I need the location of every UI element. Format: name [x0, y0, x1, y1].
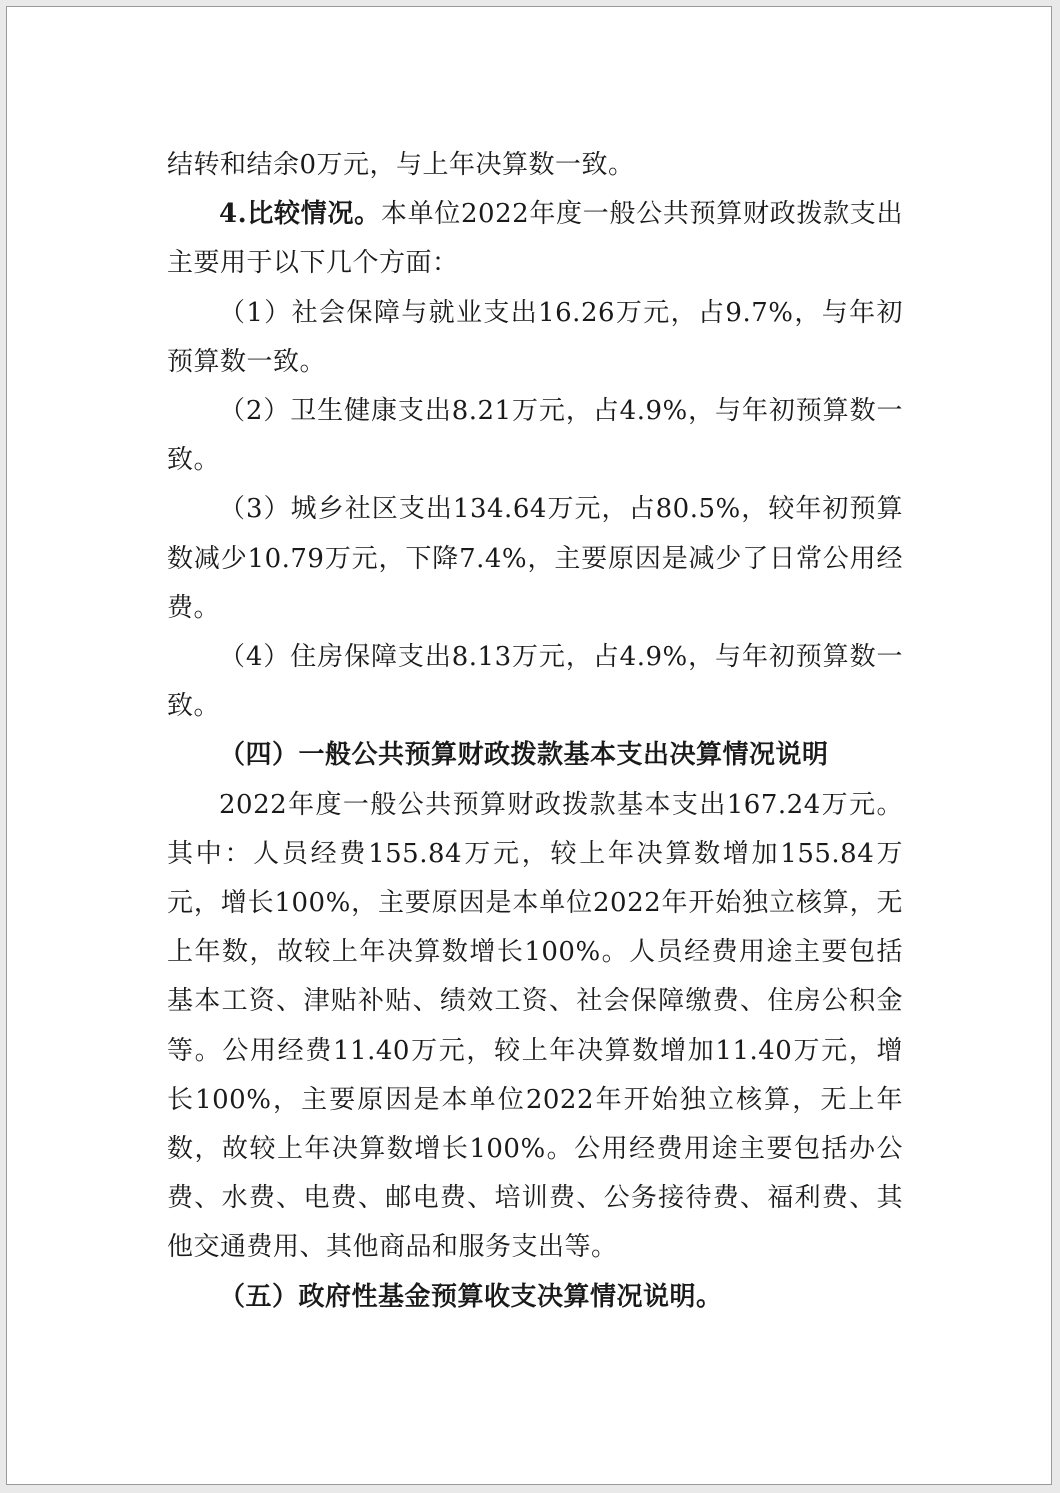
paragraph-item-4: （4）住房保障支出8.13万元，占4.9%，与年初预算数一致。 — [167, 642, 903, 722]
paragraph-item-1: （1）社会保障与就业支出16.26万元，占9.7%，与年初预算数一致。 — [167, 297, 903, 377]
paragraph-item-3: （3）城乡社区支出134.64万元，占80.5%，较年初预算数减少10.79万元，下降7.4%，主要原因是减少了日常公用经费。 — [167, 494, 903, 623]
comparison-heading: 4.比较情况。 — [219, 199, 381, 230]
section-heading-4: （四）一般公共预算财政拨款基本支出决算情况说明 — [219, 740, 829, 771]
paragraph-carryover: 结转和结余0万元，与上年决算数一致。 — [167, 150, 635, 180]
paragraph-basic-expenditure: 2022年度一般公共预算财政拨款基本支出167.24万元。其中：人员经费155.84万元，较上年决算数增加155.84万元，增长100%，主要原因是本单位2022年开始独立核算，无上年数，故较上年决算数增长100%。人员经费用途主要包括基本工资、津贴补贴、绩效工资、社会保障缴费、住房公积金等。公用经费11.40万元，较上年决算数增加11.40万元，增长100%，主要原因是本单位2022年开始独立核算，无上年数，故较上年决算数增长100%。公用经费用途主要包括办公费、水费、电费、邮电费、培训费、公务接待费、福利费、其他交通费用、其他商品和服务支出等。 — [167, 789, 903, 1263]
paragraph-comparison — [167, 190, 903, 288]
paragraph-item-2: （2）卫生健康支出8.21万元，占4.9%，与年初预算数一致。 — [167, 396, 903, 476]
comparison-text: 本单位2022年度一般公共预算财政拨款支出主要用于以下几个方面： — [167, 199, 903, 279]
section-heading-5: （五）政府性基金预算收支决算情况说明。 — [219, 1281, 723, 1312]
document-body — [167, 141, 903, 1322]
document-page — [6, 6, 1052, 1485]
